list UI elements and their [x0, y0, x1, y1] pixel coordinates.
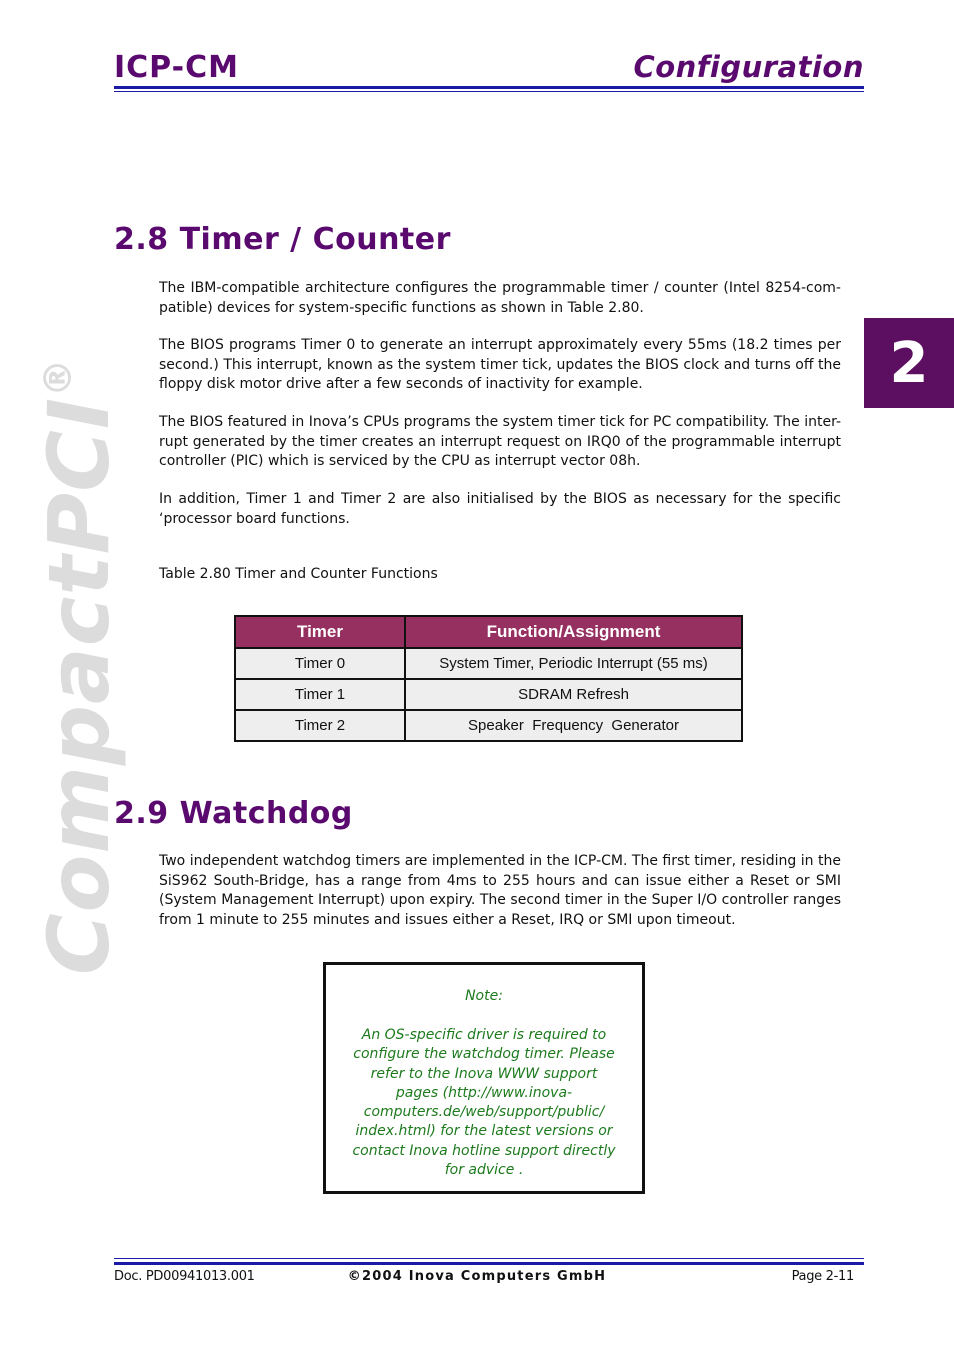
table-row: [235, 648, 742, 679]
table-caption: Table 2.80 Timer and Counter Functions: [159, 566, 438, 582]
paragraph-timer-intro: The IBM-compatible architecture configures the programmable timer / counter (Intel 8254-com-patible) devices for system-specific functions as shown in Table 2.80.: [159, 280, 841, 316]
paragraph-timer-1-2: In addition, Timer 1 and Timer 2 are also initialised by the BIOS as necessary for the specific ‘processor board functions.: [159, 491, 841, 527]
note-box: [323, 962, 645, 1194]
table-header-function: Function/Assignment: [405, 616, 742, 648]
header-rule-thin: [114, 91, 864, 92]
table-cell-function: System Timer, Periodic Interrupt (55 ms): [405, 648, 742, 679]
table-header-timer: Timer: [235, 616, 405, 648]
watermark-text: CompactPCI: [30, 396, 128, 975]
footer-page-number: Page 2-11: [791, 1269, 854, 1284]
table-cell-function: Speaker Frequency Generator: [405, 710, 742, 741]
header-rule-thick: [114, 86, 864, 89]
paragraph-bios-tick: The BIOS featured in Inova’s CPUs programs the system timer tick for PC compatibility. The inter-rupt generated by the timer creates an interrupt request on IRQ0 of the programmable interrupt controller (PIC) which is serviced by the CPU as interrupt vector 08h.: [159, 414, 841, 469]
table-row: [235, 679, 742, 710]
table-row: [235, 710, 742, 741]
note-text: An OS-specific driver is required to configure the watchdog timer. Please refer to the Inova WWW support pages (http://www.inova-computers.de/web/support/public/ index.html) for the latest versions or contact Inova hotline support directly for advice .: [352, 1027, 616, 1179]
paragraph-watchdog: Two independent watchdog timers are implemented in the ICP-CM. The first timer, residing in the SiS962 South-Bridge, has a range from 4ms to 255 hours and can issue either a Reset or SMI (System Management Interrupt) upon expiry. The second timer in the Super I/O controller ranges from 1 minute to 255 minutes and issues either a Reset, IRQ or SMI upon timeout.: [159, 853, 841, 928]
footer-rule-thin: [114, 1258, 864, 1259]
header-chapter-title: Configuration: [633, 50, 864, 84]
footer-doc-number: Doc. PD00941013.001: [114, 1269, 255, 1284]
note-title: Note:: [465, 988, 503, 1004]
section-heading-watchdog: 2.9 Watchdog: [114, 796, 353, 831]
table-header-row: [235, 616, 742, 648]
table-cell-timer: Timer 0: [235, 648, 405, 679]
table-cell-function: SDRAM Refresh: [405, 679, 742, 710]
compactpci-watermark: [30, 358, 128, 975]
paragraph-timer-0: The BIOS programs Timer 0 to generate an interrupt approximately every 55ms (18.2 times per second.) This interrupt, known as the system timer tick, updates the BIOS clock and turns off the floppy disk motor drive after a few seconds of inactivity for example.: [159, 337, 841, 392]
table-cell-timer: Timer 2: [235, 710, 405, 741]
footer-copyright: ©2004 Inova Computers GmbH: [347, 1269, 607, 1284]
timer-functions-table: [234, 615, 743, 742]
table-cell-timer: Timer 1: [235, 679, 405, 710]
watermark-registered-mark: ®: [36, 357, 80, 397]
footer-rule-thick: [114, 1262, 864, 1265]
header-product-name: ICP-CM: [114, 50, 239, 85]
chapter-tab: 2: [864, 318, 954, 408]
section-heading-timer-counter: 2.8 Timer / Counter: [114, 222, 451, 257]
